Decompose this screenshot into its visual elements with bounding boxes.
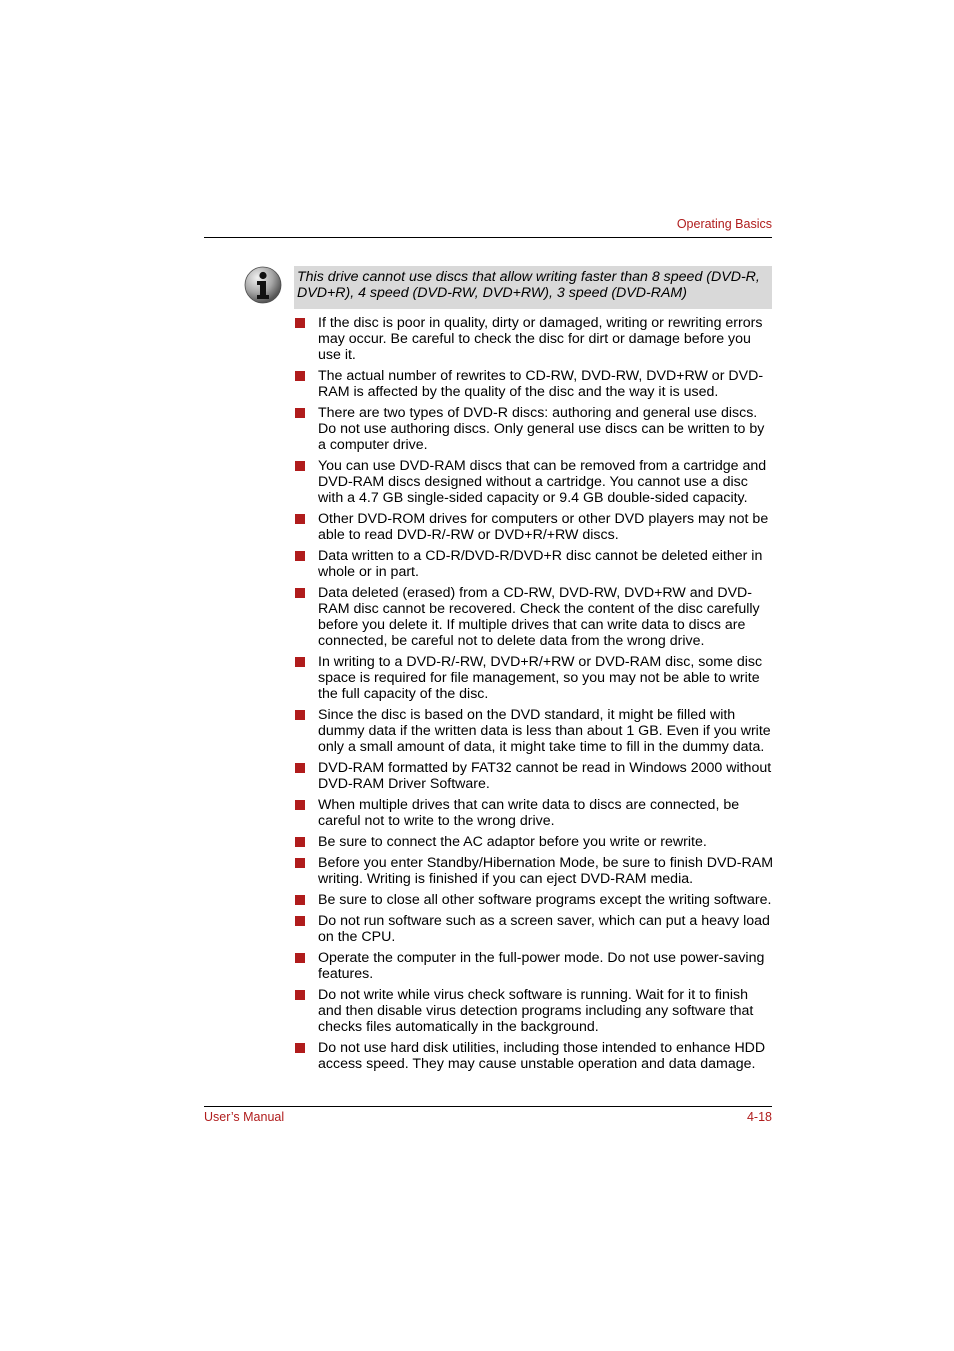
list-item bbox=[294, 511, 774, 543]
list-item-text: Do not run software such as a screen saver, which can put a heavy load on the CPU. bbox=[318, 913, 770, 945]
bullet-square-icon bbox=[295, 461, 305, 471]
list-item bbox=[294, 1040, 774, 1072]
list-item bbox=[294, 892, 774, 908]
bullet-square-icon bbox=[295, 916, 305, 926]
bullet-square-icon bbox=[295, 588, 305, 598]
list-item bbox=[294, 797, 774, 829]
list-item-text: Since the disc is based on the DVD standard, it might be filled with dummy data if the written data is less than about 1 GB. Even if you write only a small amount of data, it might take time to fill in the dummy data. bbox=[318, 707, 771, 755]
footer-divider bbox=[204, 1106, 772, 1107]
bullet-square-icon bbox=[295, 837, 305, 847]
bullet-square-icon bbox=[295, 763, 305, 773]
list-item-text: Other DVD-ROM drives for computers or other DVD players may not be able to read DVD-R/-RW or DVD+R/+RW discs. bbox=[318, 511, 769, 543]
list-item-text: If the disc is poor in quality, dirty or damaged, writing or rewriting errors may occur. Be careful to check the disc for dirt or damage before you use it. bbox=[318, 315, 763, 363]
list-item bbox=[294, 315, 774, 363]
list-item bbox=[294, 855, 774, 887]
list-item-text: Data deleted (erased) from a CD-RW, DVD-RW, DVD+RW and DVD-RAM disc cannot be recovered. Check the content of the disc carefully before you delete it. If multiple drives that can write data to discs are connected, be careful not to delete data from the wrong drive. bbox=[318, 585, 760, 649]
list-item bbox=[294, 548, 774, 580]
list-item bbox=[294, 834, 774, 850]
bullet-square-icon bbox=[295, 318, 305, 328]
manual-title: User’s Manual bbox=[204, 1110, 285, 1124]
list-item bbox=[294, 707, 774, 755]
list-item-text: Be sure to close all other software programs except the writing software. bbox=[318, 892, 772, 908]
list-item-text: Data written to a CD-R/DVD-R/DVD+R disc cannot be deleted either in whole or in part. bbox=[318, 548, 763, 580]
bullet-square-icon bbox=[295, 953, 305, 963]
bullet-square-icon bbox=[295, 371, 305, 381]
header-divider bbox=[204, 237, 772, 238]
list-item bbox=[294, 458, 774, 506]
list-item-text: Be sure to connect the AC adaptor before you write or rewrite. bbox=[318, 834, 707, 850]
info-icon bbox=[244, 266, 282, 304]
bullet-square-icon bbox=[295, 1043, 305, 1053]
note-text: This drive cannot use discs that allow writing faster than 8 speed (DVD-R, DVD+R), 4 speed (DVD-RW, DVD+RW), 3 speed (DVD-RAM) bbox=[294, 266, 772, 309]
bullet-square-icon bbox=[295, 657, 305, 667]
list-item bbox=[294, 405, 774, 453]
list-item bbox=[294, 987, 774, 1035]
list-item-text: There are two types of DVD-R discs: authoring and general use discs. Do not use authoring discs. Only general use discs can be written to by a computer drive. bbox=[318, 405, 765, 453]
list-item bbox=[294, 368, 774, 400]
list-item bbox=[294, 585, 774, 649]
list-item-text: Do not use hard disk utilities, including those intended to enhance HDD access speed. They may cause unstable operation and data damage. bbox=[318, 1040, 766, 1072]
bullet-square-icon bbox=[295, 990, 305, 1000]
section-title: Operating Basics bbox=[676, 217, 772, 231]
bullet-square-icon bbox=[295, 408, 305, 418]
bullet-list bbox=[294, 315, 774, 1077]
page-number: 4-18 bbox=[746, 1110, 772, 1124]
list-item-text: The actual number of rewrites to CD-RW, DVD-RW, DVD+RW or DVD-RAM is affected by the quality of the disc and the way it is used. bbox=[318, 368, 764, 400]
bullet-square-icon bbox=[295, 895, 305, 905]
bullet-square-icon bbox=[295, 800, 305, 810]
list-item-text: Before you enter Standby/Hibernation Mode, be sure to finish DVD-RAM writing. Writing is finished if you can eject DVD-RAM media. bbox=[318, 855, 774, 887]
list-item-text: Do not write while virus check software is running. Wait for it to finish and then disable virus detection programs including any software that checks files automatically in the background. bbox=[318, 987, 754, 1035]
list-item-text: Operate the computer in the full-power mode. Do not use power-saving features. bbox=[318, 950, 765, 982]
list-item-text: You can use DVD-RAM discs that can be removed from a cartridge and DVD-RAM discs designed without a cartridge. You cannot use a disc with a 4.7 GB single-sided capacity or 9.4 GB double-sided capacity. bbox=[318, 458, 767, 506]
bullet-square-icon bbox=[295, 858, 305, 868]
list-item bbox=[294, 760, 774, 792]
list-item bbox=[294, 654, 774, 702]
list-item-text: DVD-RAM formatted by FAT32 cannot be read in Windows 2000 without DVD-RAM Driver Software. bbox=[318, 760, 772, 792]
list-item-text: When multiple drives that can write data to discs are connected, be careful not to write to the wrong drive. bbox=[318, 797, 740, 829]
list-item-text: In writing to a DVD-R/-RW, DVD+R/+RW or DVD-RAM disc, some disc space is required for file management, so you may not be able to write the full capacity of the disc. bbox=[318, 654, 763, 702]
bullet-square-icon bbox=[295, 710, 305, 720]
list-item bbox=[294, 913, 774, 945]
bullet-square-icon bbox=[295, 514, 305, 524]
list-item bbox=[294, 950, 774, 982]
bullet-square-icon bbox=[295, 551, 305, 561]
